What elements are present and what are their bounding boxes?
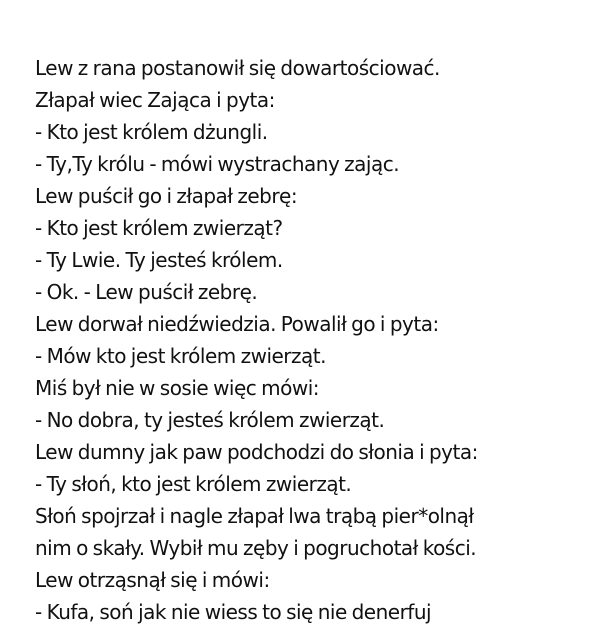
joke-line: Lew otrząsnął się i mówi: [35, 568, 270, 592]
joke-line: Miś był nie w sosie więc mówi: [35, 376, 320, 400]
joke-line: - Ty,Ty królu - mówi wystrachany zając. [35, 152, 400, 176]
joke-line: Lew dumny jak paw podchodzi do słonia i pyta: [35, 440, 478, 464]
joke-line: Lew puścił go i złapał zebrę: [35, 184, 298, 208]
joke-line: - No dobra, ty jesteś królem zwierząt. [35, 408, 385, 432]
joke-line: - Kto jest królem dżungli. [35, 120, 268, 144]
joke-line: - Ty słoń, kto jest królem zwierząt. [35, 472, 352, 496]
joke-line: - Kto jest królem zwierząt? [35, 216, 283, 240]
joke-line: - Ok. - Lew puścił zebrę. [35, 280, 258, 304]
joke-text [35, 52, 595, 628]
joke-line: Słoń spojrzał i nagle złapał lwa trąbą pier*olnął [35, 504, 474, 528]
joke-line: - Kufa, soń jak nie wiess to się nie denerfuj [35, 600, 432, 624]
joke-line: nim o skały. Wybił mu zęby i pogruchotał kości. [35, 536, 477, 560]
joke-line: Lew z rana postanowił się dowartościować. [35, 56, 440, 80]
joke-line: Złapał wiec Zająca i pyta: [35, 88, 275, 112]
joke-line: - Mów kto jest królem zwierząt. [35, 344, 326, 368]
joke-line: Lew dorwał niedźwiedzia. Powalił go i pyta: [35, 312, 439, 336]
joke-line: - Ty Lwie. Ty jesteś królem. [35, 248, 283, 272]
